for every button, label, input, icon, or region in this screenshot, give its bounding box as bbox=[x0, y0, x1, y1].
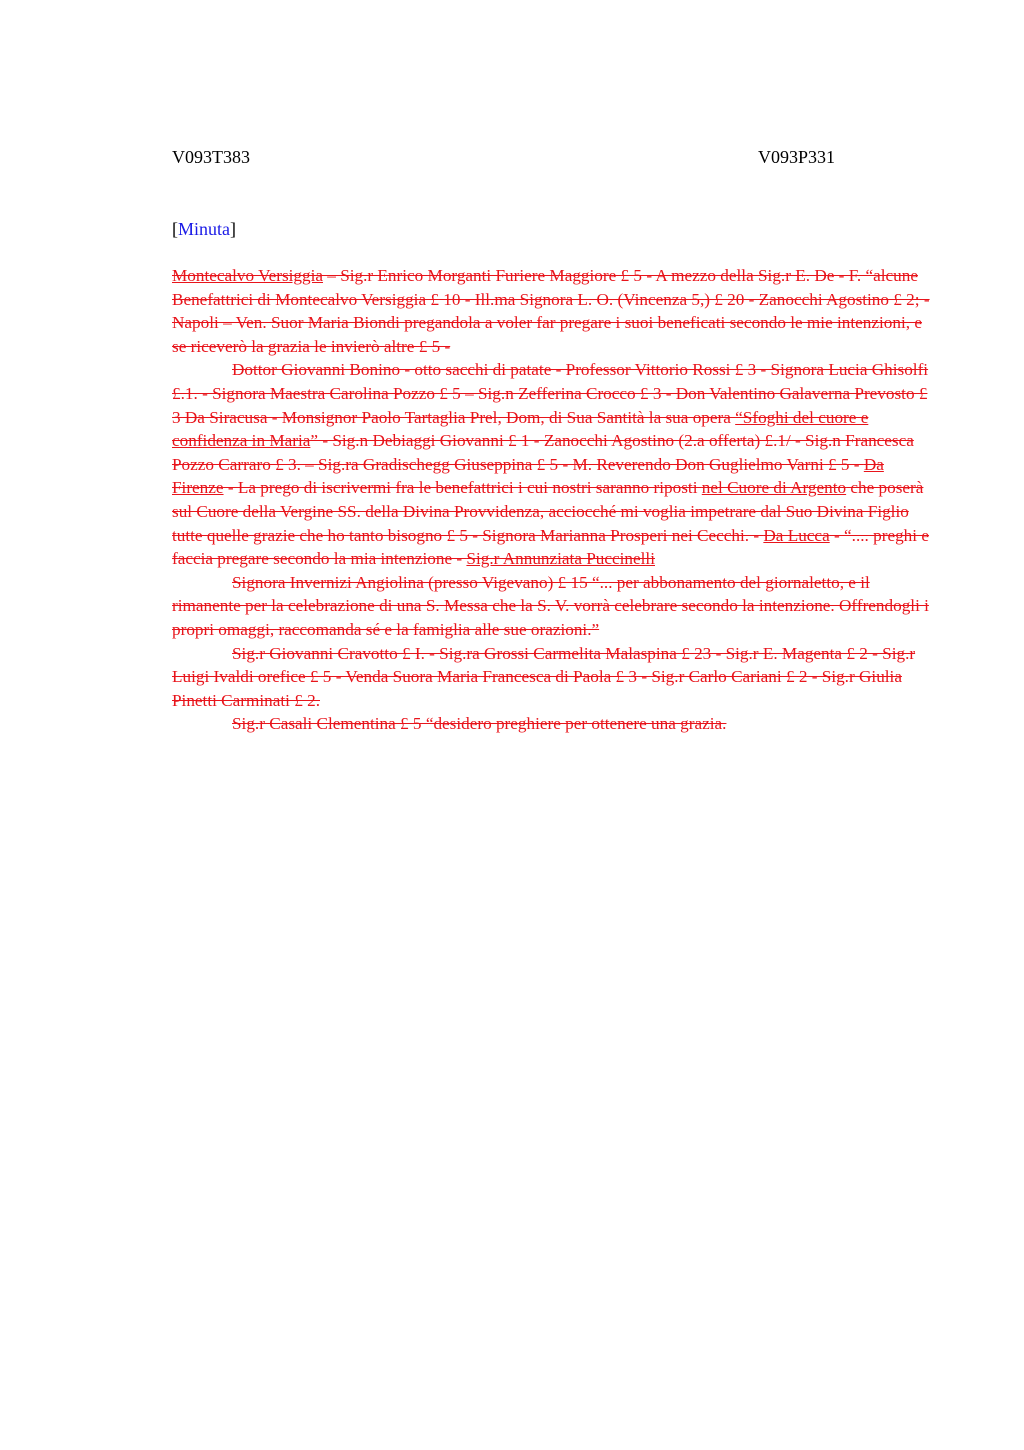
place-name-montecalvo: Montecalvo Versiggia bbox=[172, 266, 323, 285]
paragraph-2-text-b: ” - Sig.n Debiaggi Giovanni £ 1 - Zanocchi Agostino (2.a offerta) £.1/ - Sig.n Francesca Pozzo Carraro £ 3. – Sig.ra Gradischegg Giuseppina £ 5 - M. Reverendo Don Guglielmo Varni £ 5 - bbox=[172, 431, 914, 474]
paragraph-4-text: Sig.r Giovanni Cravotto £ I. - Sig.ra Grossi Carmelita Malaspina £ 23 - Sig.r E. Magenta £ 2 - Sig.r Luigi Ivaldi orefice £ 5 - Venda Suora Maria Francesca di Paola £ 3 - Sig.r Carlo Cariani £ 2 - Sig.r Giulia Pinetti Carminati £ 2. bbox=[172, 643, 916, 710]
paragraph-2-text-d: che poserà sul Cuore della Vergine SS. della Divina Provvidenza, acciocché mi voglia impetrare dal Suo Divina Figlio tutte quelle grazie che ho tanto bisogno £ 5 - Signora Marianna Prosperi nei Cecchi. - bbox=[172, 478, 924, 545]
paragraph-2 bbox=[172, 358, 932, 570]
struck-through-body bbox=[172, 264, 932, 736]
donor-name-puccinelli: Sig.r Annunziata Puccinelli bbox=[466, 549, 655, 569]
minuta-close-bracket: ] bbox=[230, 219, 236, 239]
phrase-cuore-di-argento: nel Cuore di Argento bbox=[701, 478, 847, 498]
book-title-sfoghi: “Sfoghi del cuore e confidenza in Maria bbox=[172, 407, 869, 451]
left-document-code: V093T383 bbox=[172, 147, 250, 167]
paragraph-5 bbox=[172, 712, 932, 736]
right-document-code: V093P331 bbox=[758, 147, 836, 167]
minuta-label bbox=[172, 218, 236, 240]
paragraph-5-text: Sig.r Casali Clementina £ 5 “desidero preghiere per ottenere una grazia. bbox=[232, 714, 727, 734]
place-name-firenze: Da Firenze bbox=[172, 454, 884, 498]
paragraph-3 bbox=[172, 571, 932, 642]
paragraph-1 bbox=[172, 264, 932, 358]
paragraph-3-text: Signora Invernizi Angiolina (presso Vigevano) £ 15 “... per abbonamento del giornaletto, e il rimanente per la celebrazione di una S. Messa che la S. V. vorrà celebrare secondo la intenzione. Offrendogli i propri omaggi, raccomanda sé e la famiglia alle sue orazioni.” bbox=[172, 572, 929, 639]
paragraph-2-text-e: - “.... preghi e faccia pregare secondo la mia intenzione - bbox=[172, 525, 929, 569]
paragraph-4 bbox=[172, 642, 932, 713]
paragraph-1-text: – Sig.r Enrico Morganti Furiere Maggiore £ 5 - A mezzo della Sig.r E. De - F. “alcune Benefattrici di Montecalvo Versiggia £ 10 - Ill.ma Signora L. O. (Vincenza 5,) £ 20 - Zanocchi Agostino £ 2; - Napoli – Ven. Suor Maria Biondi pregandola a voler far pregare i suoi beneficati secondo le mie intenzioni, e se riceverò la grazia le invierò altre £ 5 - bbox=[172, 266, 930, 356]
minuta-text: Minuta bbox=[178, 219, 230, 239]
place-name-lucca: Da Lucca bbox=[763, 525, 830, 545]
paragraph-2-text-a: Dottor Giovanni Bonino - otto sacchi di patate - Professor Vittorio Rossi £ 3 - Signora Lucia Ghisolfi £.1. - Signora Maestra Carolina Pozzo £ 5 – Sig.n Zefferina Crocco £ 3 - Don Valentino Galaverna Prevosto £ 3 Da Siracusa - Monsignor Paolo Tartaglia Prel, Dom, di Sua Santità la sua opera bbox=[172, 360, 929, 427]
minuta-open-bracket: [ bbox=[172, 219, 178, 239]
paragraph-2-text-c: - La prego di iscrivermi fra le benefattrici i cui nostri saranno riposti bbox=[223, 478, 702, 498]
